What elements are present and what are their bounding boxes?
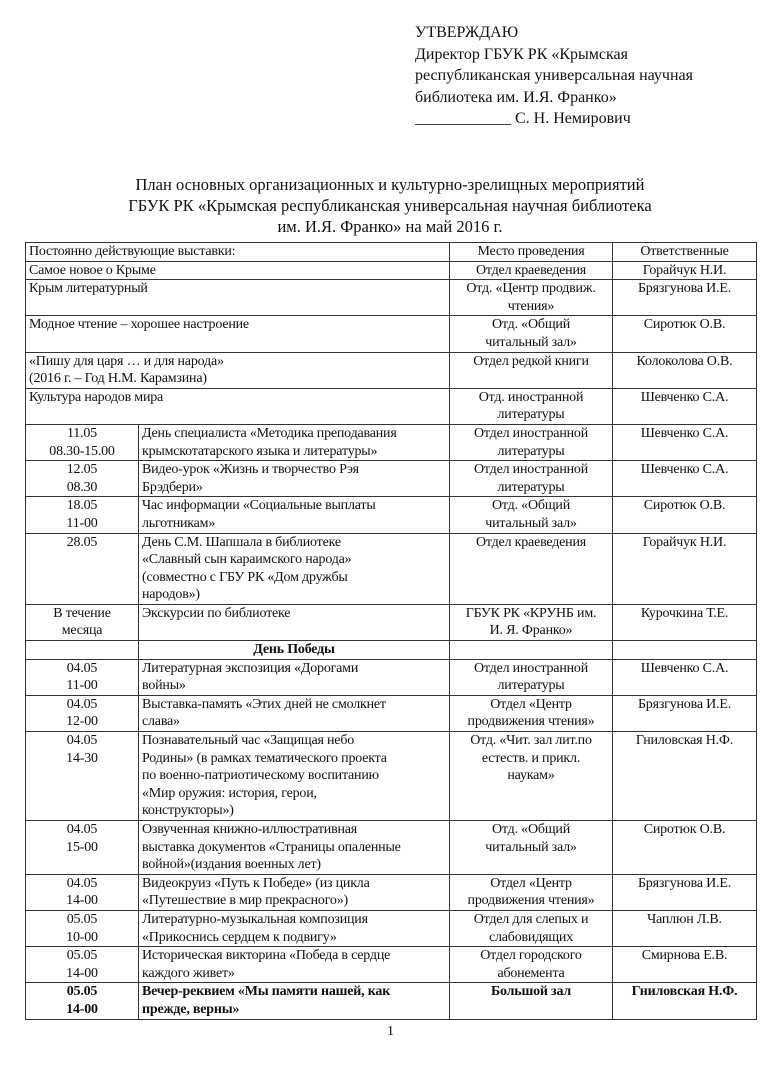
place-cell: Отдел краеведения: [450, 533, 613, 604]
responsible-cell: Шевченко С.А.: [613, 659, 757, 695]
place-cell: Отд. «Общий читальный зал»: [450, 497, 613, 533]
place-cell: Отд. «Общий читальный зал»: [450, 821, 613, 875]
title-line: План основных организационных и культурно-зрелищных мероприятий: [135, 175, 645, 194]
approval-heading: УТВЕРЖДАЮ: [415, 24, 519, 41]
place-cell: ГБУК РК «КРУНБ им. И. Я. Франко»: [450, 604, 613, 640]
exhibition-row: [26, 388, 757, 424]
event-row: [26, 821, 757, 875]
event-row: [26, 497, 757, 533]
place-cell: Отдел городского абонемента: [450, 947, 613, 983]
place-cell: Отдел иностранной литературы: [450, 461, 613, 497]
date-cell: 12.05 08.30: [26, 461, 139, 497]
place-cell: Отд. «Общий читальный зал»: [450, 316, 613, 352]
approval-line: Директор ГБУК РК «Крымская: [415, 45, 629, 63]
responsible-cell: Сиротюк О.В.: [613, 497, 757, 533]
title-line: им. И.Я. Франко» на май 2016 г.: [277, 217, 503, 236]
responsible-cell: Брязгунова И.Е.: [613, 695, 757, 731]
event-row: [26, 732, 757, 821]
place-cell: Отдел краеведения: [450, 261, 613, 280]
event-cell: Озвученная книжно-иллюстративная выставка документов «Страницы опаленные войной»(издания военных лет): [139, 821, 450, 875]
exhibition-title: «Пишу для царя … и для народа» (2016 г. – Год Н.М. Карамзина): [26, 352, 450, 388]
responsible-cell: Сиротюк О.В.: [613, 821, 757, 875]
place-cell: Отд. иностранной литературы: [450, 388, 613, 424]
event-row: [26, 659, 757, 695]
place-cell: Большой зал: [450, 983, 613, 1019]
title-line: ГБУК РК «Крымская республиканская универсальная научная библиотека: [128, 196, 652, 215]
event-cell: Час информации «Социальные выплаты льготникам»: [139, 497, 450, 533]
approval-line: библиотека им. И.Я. Франко»: [415, 88, 617, 106]
empty-cell: [26, 641, 139, 660]
event-row: [26, 983, 757, 1019]
section-row: [26, 641, 757, 660]
date-cell: 05.05 14-00: [26, 983, 139, 1019]
approval-signature-line: ____________ С. Н. Немирович: [415, 110, 631, 127]
responsible-cell: Шевченко С.А.: [613, 388, 757, 424]
event-cell: Вечер-реквием «Мы памяти нашей, как прежде, верны»: [139, 983, 450, 1019]
event-row: [26, 910, 757, 946]
exhibition-row: [26, 316, 757, 352]
responsible-cell: Брязгунова И.Е.: [613, 874, 757, 910]
responsible-cell: Смирнова Е.В.: [613, 947, 757, 983]
place-cell: Отдел «Центр продвижения чтения»: [450, 695, 613, 731]
date-cell: 04.05 14-30: [26, 732, 139, 821]
events-table: [25, 242, 757, 1020]
date-cell: 18.05 11-00: [26, 497, 139, 533]
event-cell: Литературно-музыкальная композиция «Прикоснись сердцем к подвигу»: [139, 910, 450, 946]
event-row: [26, 424, 757, 460]
event-cell: Историческая викторина «Победа в сердце каждого живет»: [139, 947, 450, 983]
date-cell: 04.05 14-00: [26, 874, 139, 910]
responsible-cell: Гниловская Н.Ф.: [613, 732, 757, 821]
date-cell: 04.05 12-00: [26, 695, 139, 731]
event-row: [26, 695, 757, 731]
exhibition-title: Модное чтение – хорошее настроение: [26, 316, 450, 352]
event-row: [26, 874, 757, 910]
exhibition-title: Культура народов мира: [26, 388, 450, 424]
approval-block: [415, 22, 693, 130]
document-body: [25, 242, 756, 1040]
date-cell: В течение месяца: [26, 604, 139, 640]
event-cell: Литературная экспозиция «Дорогами войны»: [139, 659, 450, 695]
place-cell: Отдел иностранной литературы: [450, 424, 613, 460]
event-row: [26, 947, 757, 983]
header-responsible: Ответственные: [613, 243, 757, 262]
event-cell: Видео-урок «Жизнь и творчество Рэя Брэдбери»: [139, 461, 450, 497]
header-place: Место проведения: [450, 243, 613, 262]
empty-cell: [450, 641, 613, 660]
event-cell: Познавательный час «Защищая небо Родины» (в рамках тематического проекта по военно-патриотическому воспитанию «Мир оружия: история, герои, конструкторы»): [139, 732, 450, 821]
exhibition-row: [26, 352, 757, 388]
place-cell: Отд. «Центр продвиж. чтения»: [450, 280, 613, 316]
date-cell: 05.05 10-00: [26, 910, 139, 946]
empty-cell: [613, 641, 757, 660]
approval-line: республиканская универсальная научная: [415, 67, 693, 84]
place-cell: Отд. «Чит. зал лит.по естеств. и прикл. наукам»: [450, 732, 613, 821]
date-cell: 04.05 15-00: [26, 821, 139, 875]
responsible-cell: Брязгунова И.Е.: [613, 280, 757, 316]
responsible-cell: Горайчук Н.И.: [613, 533, 757, 604]
exhibition-title: Крым литературный: [26, 280, 450, 316]
responsible-cell: Сиротюк О.В.: [613, 316, 757, 352]
place-cell: Отдел редкой книги: [450, 352, 613, 388]
responsible-cell: Шевченко С.А.: [613, 424, 757, 460]
date-cell: 04.05 11-00: [26, 659, 139, 695]
date-cell: 28.05: [26, 533, 139, 604]
table-header-row: [26, 243, 757, 262]
section-heading: День Победы: [139, 641, 450, 660]
responsible-cell: Колоколова О.В.: [613, 352, 757, 388]
responsible-cell: Курочкина Т.Е.: [613, 604, 757, 640]
exhibition-row: [26, 261, 757, 280]
place-cell: Отдел «Центр продвижения чтения»: [450, 874, 613, 910]
event-cell: Видеокруиз «Путь к Победе» (из цикла «Путешествие в мир прекрасного»): [139, 874, 450, 910]
place-cell: Отдел для слепых и слабовидящих: [450, 910, 613, 946]
header-exhibitions: Постоянно действующие выставки:: [26, 243, 450, 262]
event-row: [26, 533, 757, 604]
responsible-cell: Шевченко С.А.: [613, 461, 757, 497]
event-cell: День С.М. Шапшала в библиотеке «Славный сын караимского народа» (совместно с ГБУ РК «Дом дружбы народов»): [139, 533, 450, 604]
responsible-cell: Горайчук Н.И.: [613, 261, 757, 280]
exhibition-row: [26, 280, 757, 316]
event-cell: Выставка-память «Этих дней не смолкнет слава»: [139, 695, 450, 731]
exhibition-title: Самое новое о Крыме: [26, 261, 450, 280]
event-row: [26, 604, 757, 640]
event-cell: День специалиста «Методика преподавания крымскотатарского языка и литературы»: [139, 424, 450, 460]
responsible-cell: Гниловская Н.Ф.: [613, 983, 757, 1019]
place-cell: Отдел иностранной литературы: [450, 659, 613, 695]
page-number: 1: [387, 1023, 394, 1039]
date-cell: 05.05 14-00: [26, 947, 139, 983]
event-cell: Экскурсии по библиотеке: [139, 604, 450, 640]
event-row: [26, 461, 757, 497]
date-cell: 11.05 08.30-15.00: [26, 424, 139, 460]
document-title: [25, 174, 755, 237]
responsible-cell: Чаплюн Л.В.: [613, 910, 757, 946]
